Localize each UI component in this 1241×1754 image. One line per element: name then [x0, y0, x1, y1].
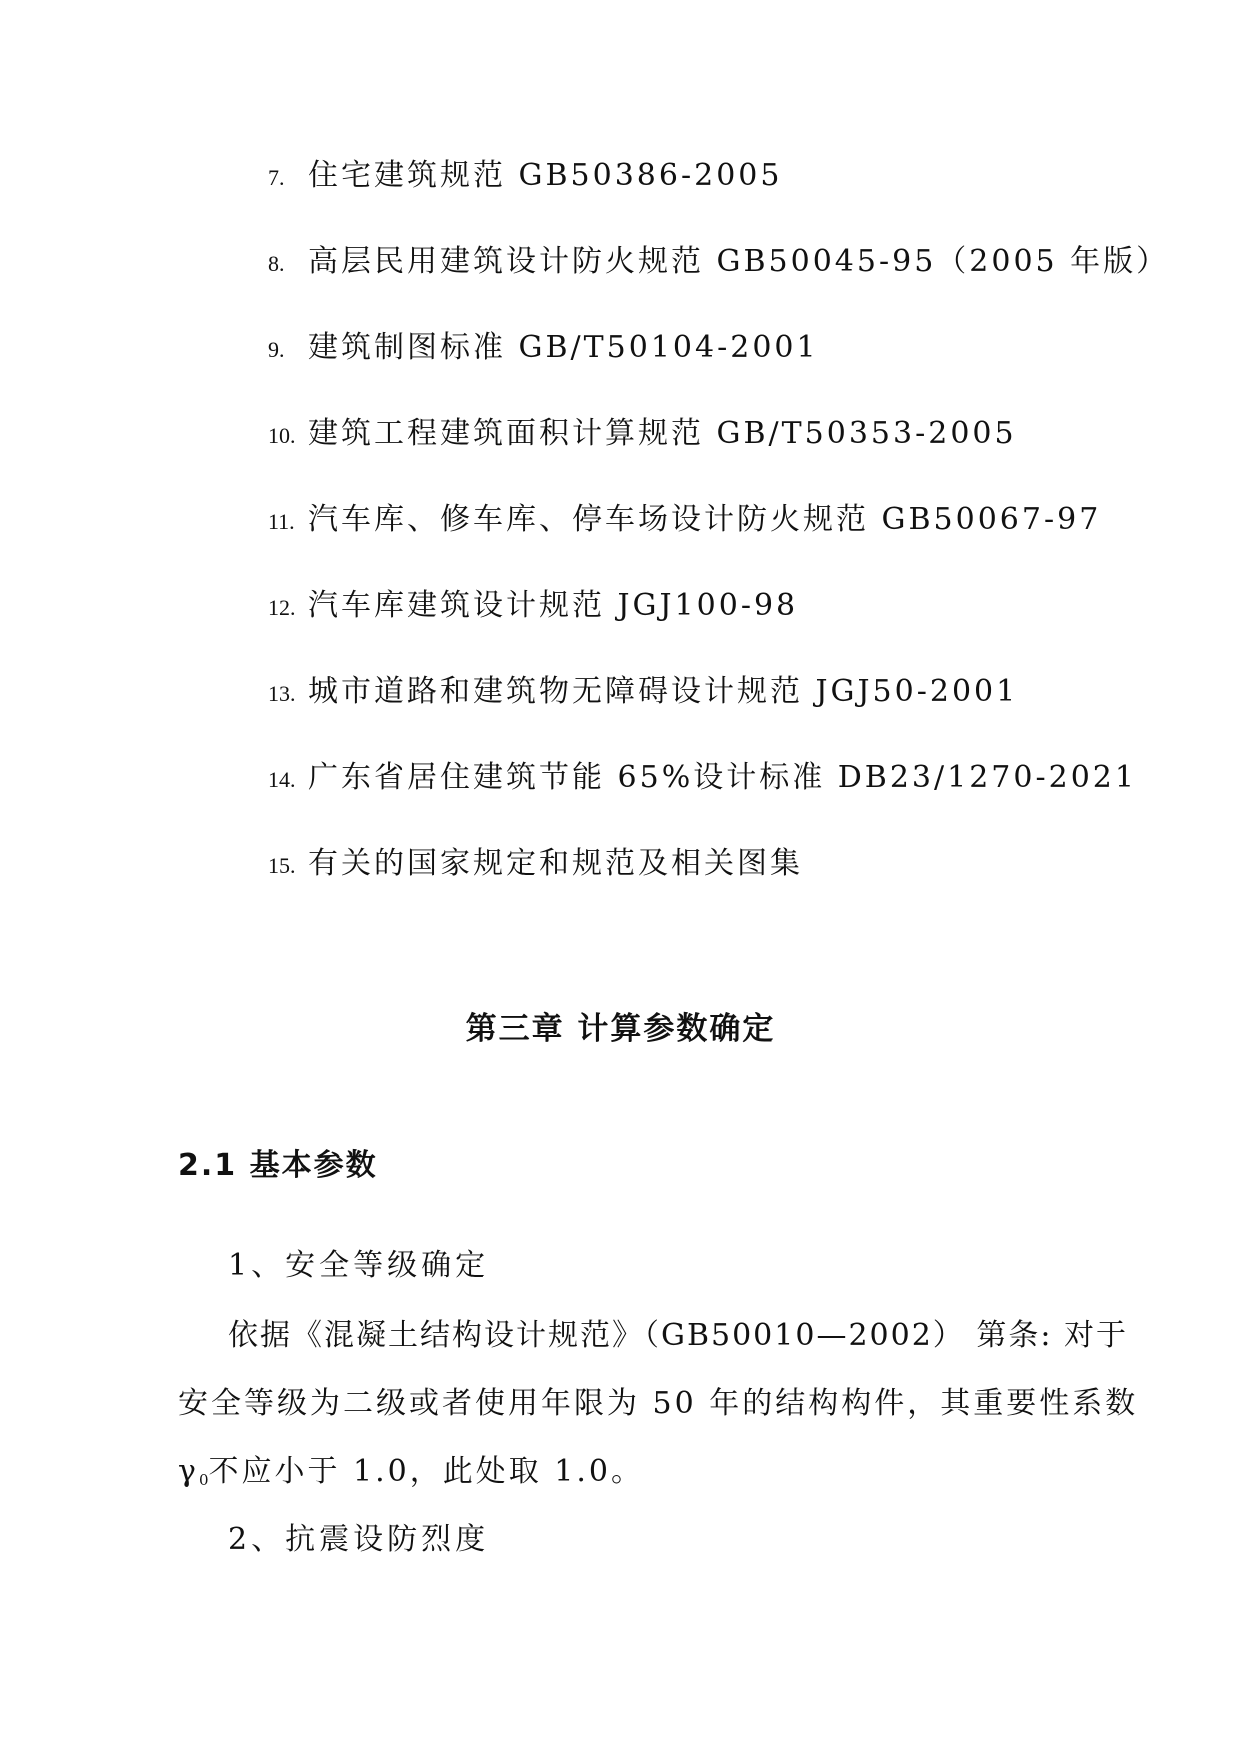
- reference-item-11: [268, 494, 1102, 537]
- reference-text: 建筑制图标准 GB/T50104-2001: [308, 330, 819, 365]
- reference-number: 7.: [268, 165, 285, 190]
- reference-item-15: [268, 838, 803, 881]
- paragraph-line-3-text: 不应小于 1.0，此处取 1.0。: [208, 1454, 644, 1489]
- reference-text: 广东省居住建筑节能 65%设计标准 DB23/1270-2021: [308, 760, 1137, 795]
- reference-item-7: [268, 150, 783, 193]
- reference-text: 住宅建筑规范 GB50386-2005: [308, 158, 783, 193]
- reference-item-8: [268, 236, 1170, 279]
- gamma-subscript: 0: [198, 1471, 209, 1489]
- chapter-title: 第三章 计算参数确定: [465, 1011, 776, 1047]
- reference-text: 有关的国家规定和规范及相关图集: [308, 846, 803, 881]
- reference-text: 汽车库建筑设计规范 JGJ100-98: [308, 588, 799, 623]
- reference-text: 建筑工程建筑面积计算规范 GB/T50353-2005: [308, 416, 1017, 451]
- section-title: 2.1 基本参数: [178, 1148, 378, 1183]
- item-safety-level: 1、安全等级确定: [228, 1248, 490, 1283]
- paragraph-line-3: [178, 1446, 644, 1490]
- reference-text: 汽车库、修车库、停车场设计防火规范 GB50067-97: [308, 502, 1102, 537]
- reference-item-13: [268, 666, 1019, 709]
- reference-item-14: [268, 752, 1137, 795]
- reference-number: 14.: [268, 767, 296, 792]
- reference-number: 15.: [268, 853, 296, 878]
- item-seismic-intensity: 2、抗震设防烈度: [228, 1522, 490, 1557]
- reference-number: 13.: [268, 681, 296, 706]
- reference-text: 城市道路和建筑物无障碍设计规范 JGJ50-2001: [308, 674, 1019, 709]
- reference-number: 11.: [268, 509, 295, 534]
- reference-item-10: [268, 408, 1017, 451]
- reference-number: 12.: [268, 595, 296, 620]
- reference-item-9: [268, 322, 819, 365]
- paragraph-line-1: 依据《混凝土结构设计规范》（GB50010—2002） 第条: 对于: [228, 1318, 1128, 1353]
- reference-text: 高层民用建筑设计防火规范 GB50045-95（2005 年版）: [308, 244, 1170, 279]
- reference-number: 8.: [268, 251, 285, 276]
- reference-number: 9.: [268, 337, 285, 362]
- gamma-symbol: γ: [178, 1454, 199, 1489]
- reference-item-12: [268, 580, 799, 623]
- paragraph-line-2: 安全等级为二级或者使用年限为 50 年的结构构件，其重要性系数: [178, 1386, 1139, 1421]
- reference-number: 10.: [268, 423, 296, 448]
